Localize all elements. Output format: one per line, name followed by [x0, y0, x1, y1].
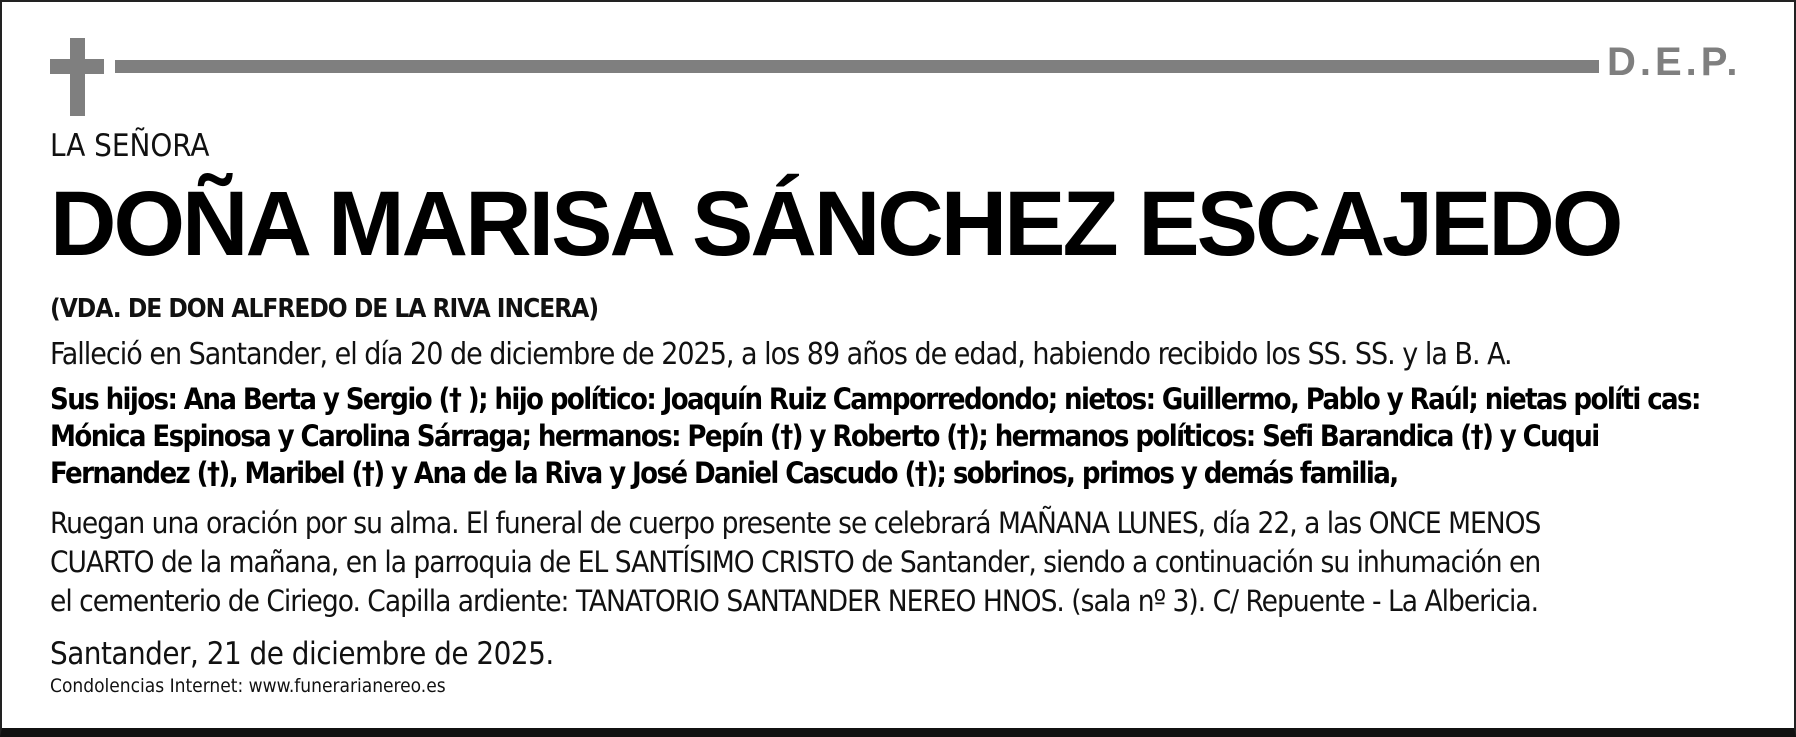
condolences-link[interactable]: Condolencias Internet: www.funerarianereo.es	[50, 675, 446, 697]
funeral-paragraph	[50, 504, 1540, 621]
family-line: Mónica Espinosa y Carolina Sárraga; hermanos: Pepín (†) y Roberto (†); hermanos políticos: Sefi Barandica (†) y Cuqui	[50, 419, 1599, 453]
widow-of: (VDA. DE DON ALFREDO DE LA RIVA INCERA)	[50, 294, 599, 324]
place-date: Santander, 21 de diciembre de 2025.	[50, 636, 554, 672]
funeral-line: Ruegan una oración por su alma. El funeral de cuerpo presente se celebrará MAÑANA LUNES, día 22, a las ONCE MENOS	[50, 506, 1541, 540]
family-paragraph	[50, 381, 1700, 492]
honorific: LA SEÑORA	[50, 128, 210, 164]
cross-icon	[50, 38, 104, 116]
deceased-name: DOÑA MARISA SÁNCHEZ ESCAJEDO	[50, 173, 1621, 275]
death-statement: Falleció en Santander, el día 20 de diciembre de 2025, a los 89 años de edad, habiendo recibido los SS. SS. y la B. A.	[50, 337, 1512, 372]
dep-label: D.E.P.	[1607, 40, 1742, 84]
funeral-line: CUARTO de la mañana, en la parroquia de EL SANTÍSIMO CRISTO de Santander, siendo a continuación su inhumación en	[50, 545, 1541, 579]
family-line: Sus hijos: Ana Berta y Sergio († ); hijo político: Joaquín Ruiz Camporredondo; nietos: Guillermo, Pablo y Raúl; nietas políti cas:	[50, 382, 1700, 416]
funeral-line: el cementerio de Ciriego. Capilla ardiente: TANATORIO SANTANDER NEREO HNOS. (sala nº 3). C/ Repuente - La Albericia.	[50, 584, 1539, 618]
family-line: Fernandez (†), Maribel (†) y Ana de la Riva y José Daniel Cascudo (†); sobrinos, primos y demás familia,	[50, 456, 1398, 490]
header-rule	[115, 60, 1599, 73]
